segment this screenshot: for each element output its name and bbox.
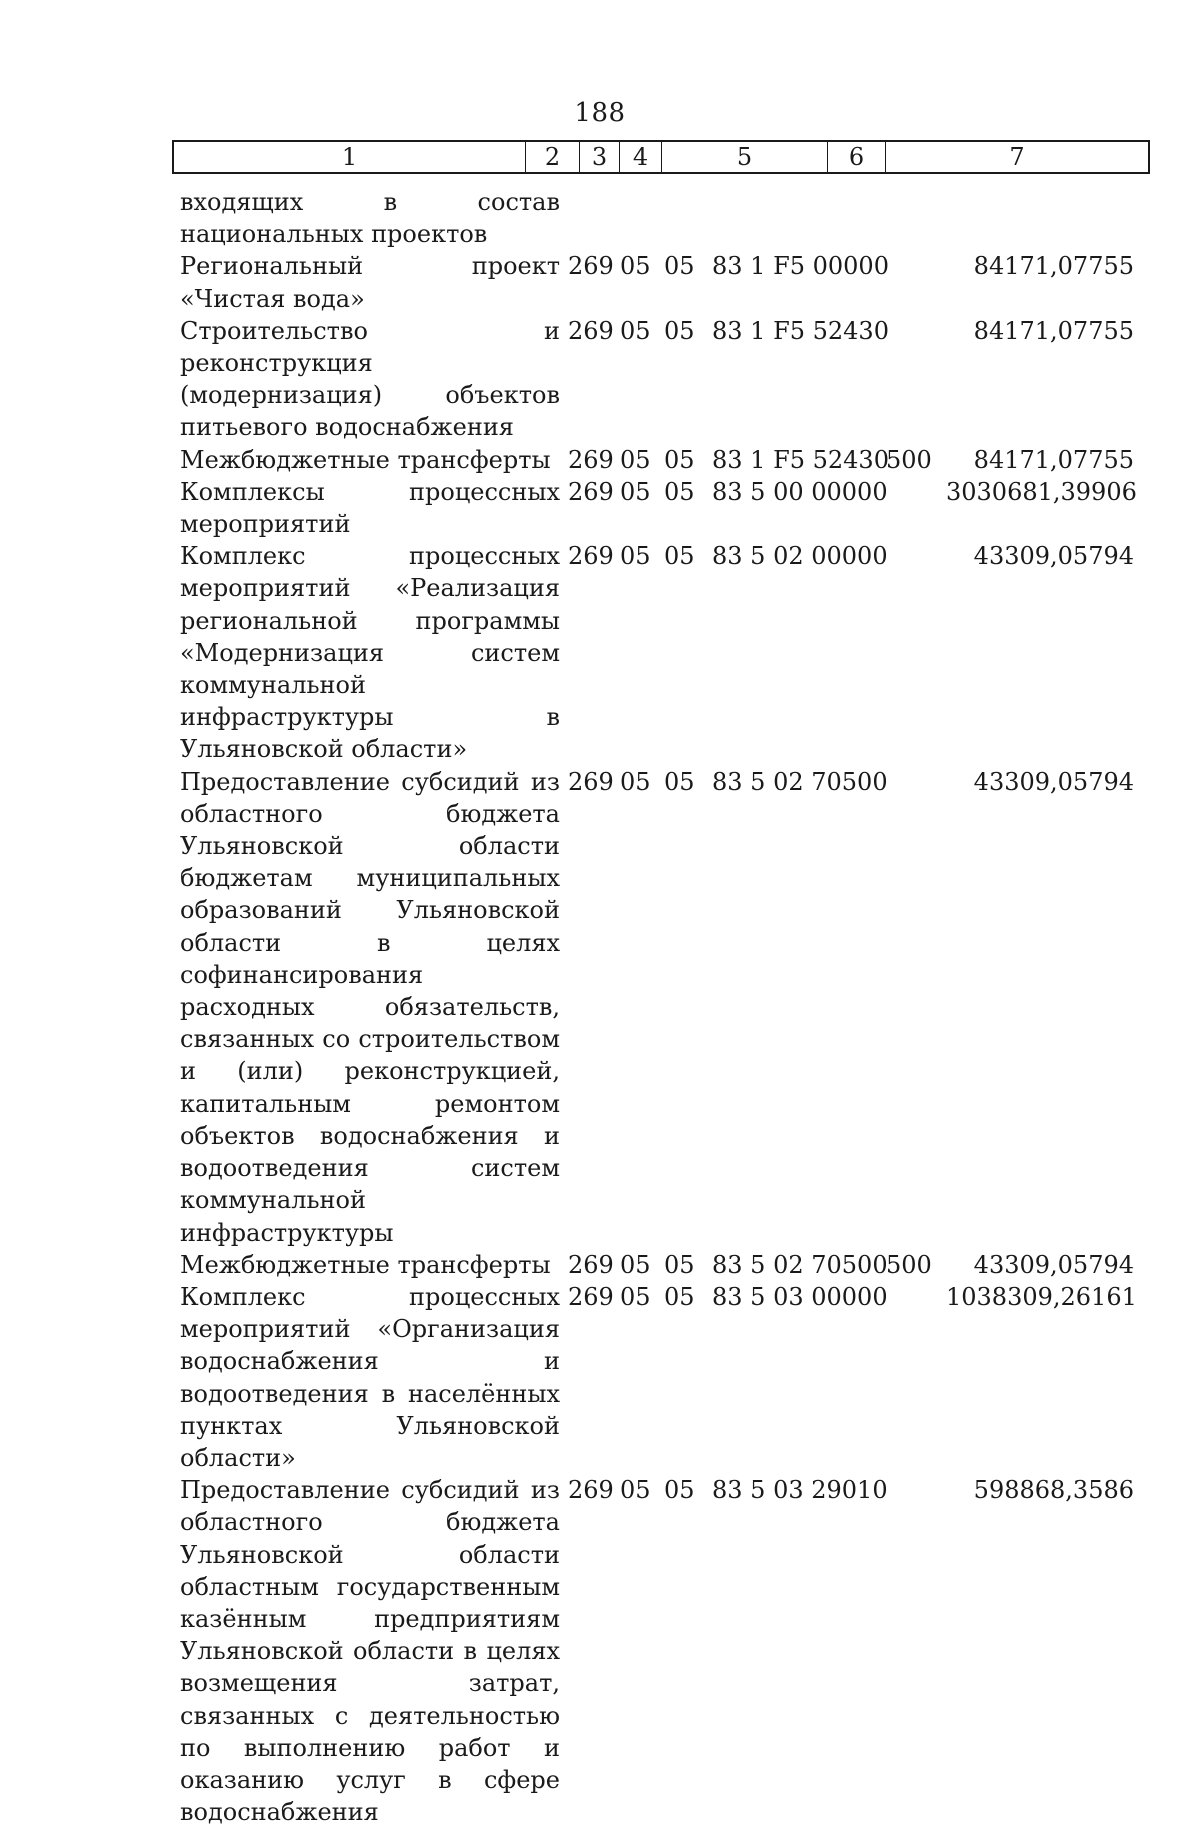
table-row bbox=[0, 1281, 1200, 1474]
row-name: Межбюджетные трансферты bbox=[180, 1250, 551, 1279]
row-admin-code: 269 bbox=[568, 1282, 614, 1311]
table-row bbox=[0, 1474, 1200, 1828]
row-section: 05 bbox=[620, 542, 651, 571]
row-name: Строительство и реконструкция (модернизация) объектов питьевого водоснабжения bbox=[180, 316, 560, 442]
row-name: Комплекс процессных мероприятий «Организация водоснабжения и водоотведения в населённых пунктах Ульяновской области» bbox=[180, 1282, 560, 1472]
row-subsection: 05 bbox=[664, 1476, 695, 1505]
row-subsection: 05 bbox=[664, 445, 695, 474]
row-section: 05 bbox=[620, 316, 651, 345]
row-expense-type: 500 bbox=[886, 1250, 932, 1279]
header-col-1: 1 bbox=[174, 142, 526, 172]
row-subsection: 05 bbox=[664, 1250, 695, 1279]
table-row bbox=[0, 315, 1200, 444]
row-section: 05 bbox=[620, 1476, 651, 1505]
row-target-code: 83 5 02 70500 bbox=[712, 1250, 888, 1279]
header-col-6: 6 bbox=[828, 142, 886, 172]
row-target-code: 83 5 00 00000 bbox=[712, 477, 888, 506]
row-section: 05 bbox=[620, 1250, 651, 1279]
table-body bbox=[0, 186, 1200, 1828]
row-amount: 43309,05794 bbox=[973, 542, 1134, 571]
row-admin-code: 269 bbox=[568, 252, 614, 281]
row-subsection: 05 bbox=[664, 316, 695, 345]
row-target-code: 83 5 02 70500 bbox=[712, 767, 888, 796]
row-subsection: 05 bbox=[664, 252, 695, 281]
row-amount: 43309,05794 bbox=[973, 1250, 1134, 1279]
table-row bbox=[0, 250, 1200, 314]
row-amount: 1038309,26161 bbox=[946, 1282, 1137, 1311]
row-section: 05 bbox=[620, 767, 651, 796]
row-section: 05 bbox=[620, 445, 651, 474]
row-target-code: 83 1 F5 52430 bbox=[712, 445, 889, 474]
row-name: Региональный проект «Чистая вода» bbox=[180, 252, 560, 313]
row-name: Предоставление субсидий из областного бюджета Ульяновской области бюджетам муниципальных образований Ульяновской области в целях софинансирования расходных обязательств, связанных со строительством и (или) реконструкцией, капитальным ремонтом объектов водоснабжения и водоотведения систем коммунальной инфраструктуры bbox=[180, 767, 560, 1247]
header-col-2: 2 bbox=[526, 142, 580, 172]
row-admin-code: 269 bbox=[568, 542, 614, 571]
header-col-5: 5 bbox=[662, 142, 828, 172]
row-amount: 84171,07755 bbox=[973, 252, 1134, 281]
row-admin-code: 269 bbox=[568, 1250, 614, 1279]
table-row bbox=[0, 444, 1200, 476]
row-admin-code: 269 bbox=[568, 477, 614, 506]
row-subsection: 05 bbox=[664, 477, 695, 506]
table-header bbox=[172, 140, 1150, 174]
table-row bbox=[0, 476, 1200, 540]
row-target-code: 83 1 F5 52430 bbox=[712, 316, 889, 345]
row-amount: 84171,07755 bbox=[973, 445, 1134, 474]
row-section: 05 bbox=[620, 1282, 651, 1311]
row-amount: 43309,05794 bbox=[973, 767, 1134, 796]
table-row bbox=[0, 186, 1200, 250]
row-admin-code: 269 bbox=[568, 445, 614, 474]
row-amount: 3030681,39906 bbox=[946, 477, 1137, 506]
table-row bbox=[0, 1249, 1200, 1281]
row-target-code: 83 5 03 29010 bbox=[712, 1476, 888, 1505]
row-admin-code: 269 bbox=[568, 1476, 614, 1505]
row-admin-code: 269 bbox=[568, 767, 614, 796]
header-col-4: 4 bbox=[620, 142, 662, 172]
row-subsection: 05 bbox=[664, 767, 695, 796]
row-subsection: 05 bbox=[664, 542, 695, 571]
row-expense-type: 500 bbox=[886, 445, 932, 474]
row-amount: 84171,07755 bbox=[973, 316, 1134, 345]
table-row bbox=[0, 540, 1200, 765]
header-col-3: 3 bbox=[580, 142, 620, 172]
row-section: 05 bbox=[620, 252, 651, 281]
row-admin-code: 269 bbox=[568, 316, 614, 345]
row-name: Комплексы процессных мероприятий bbox=[180, 477, 560, 539]
table-row bbox=[0, 766, 1200, 1249]
header-col-7: 7 bbox=[1009, 143, 1025, 171]
row-subsection: 05 bbox=[664, 1282, 695, 1311]
row-name: входящих в состав национальных проектов bbox=[180, 188, 560, 249]
page-number: 188 bbox=[574, 98, 626, 128]
row-target-code: 83 5 03 00000 bbox=[712, 1282, 888, 1311]
row-name: Межбюджетные трансферты bbox=[180, 445, 551, 474]
row-target-code: 83 5 02 00000 bbox=[712, 542, 888, 571]
row-section: 05 bbox=[620, 477, 651, 506]
row-amount: 598868,3586 bbox=[973, 1476, 1134, 1505]
row-target-code: 83 1 F5 00000 bbox=[712, 252, 889, 281]
row-name: Предоставление субсидий из областного бюджета Ульяновской области областным государственным казённым предприятиям Ульяновской области в целях возмещения затрат, связанных с деятельностью по выполнению работ и оказанию услуг в сфере водоснабжения bbox=[180, 1476, 560, 1827]
row-name: Комплекс процессных мероприятий «Реализация региональной программы «Модернизация систем коммунальной инфраструктуры в Ульяновской области» bbox=[180, 542, 560, 764]
